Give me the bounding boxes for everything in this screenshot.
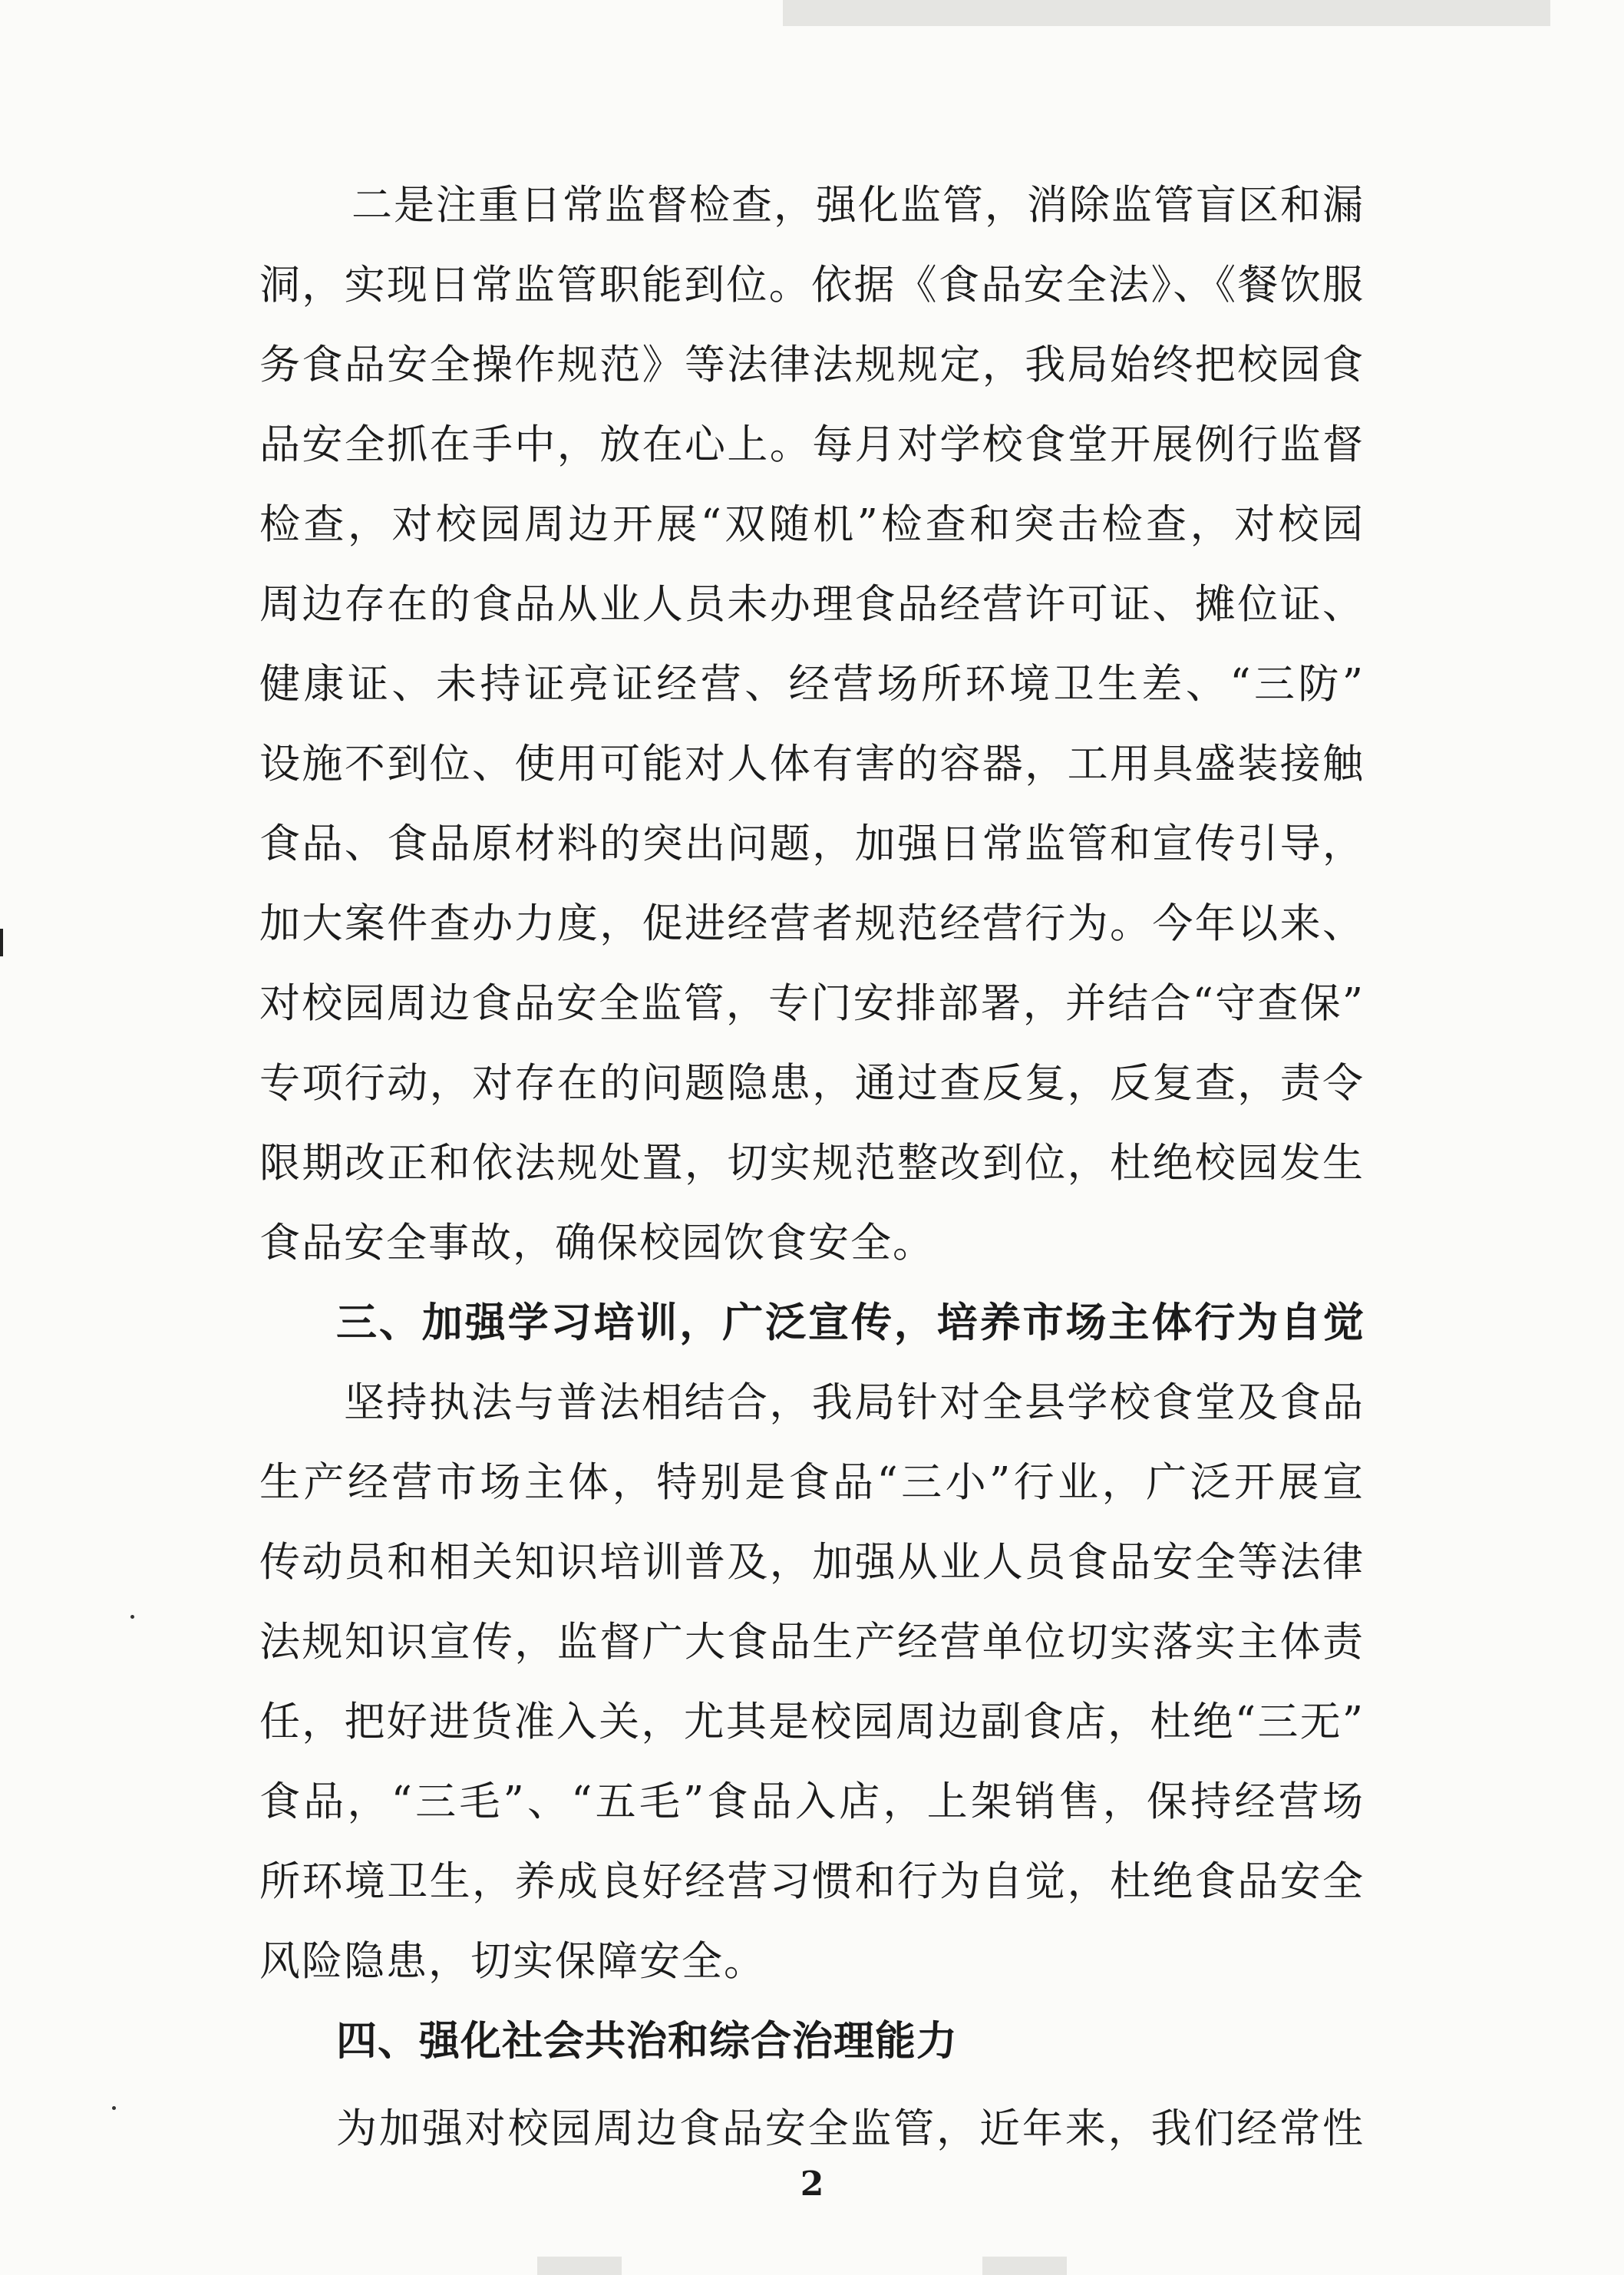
paragraph-line: 限期改正和依法规处置，切实规范整改到位，杜绝校园发生 (259, 1140, 1365, 1187)
paragraph-line: 加大案件查办力度，促进经营者规范经营行为。今年以来、 (259, 900, 1365, 947)
page-number: 2 (800, 2164, 824, 2204)
paragraph-line: 为加强对校园周边食品安全监管，近年来，我们经常性 (336, 2105, 1365, 2152)
paragraph-line: 务食品安全操作规范》等法律法规规定，我局始终把校园食 (259, 342, 1365, 388)
paragraph-line: 食品，“三毛”、“五毛”食品入店，上架销售，保持经营场 (259, 1778, 1365, 1825)
paragraph-line: 法规知识宣传，监督广大食品生产经营单位切实落实主体责 (259, 1619, 1365, 1666)
paragraph-line: 坚持执法与普法相结合，我局针对全县学校食堂及食品 (344, 1379, 1365, 1426)
paragraph-line: 洞，实现日常监管职能到位。依据《食品安全法》、《餐饮服 (259, 262, 1365, 309)
paragraph-line: 所环境卫生，养成良好经营习惯和行为自觉，杜绝食品安全 (259, 1858, 1365, 1905)
scan-smudge-bottom-right (982, 2257, 1067, 2275)
paragraph-line: 对校园周边食品安全监管，专门安排部署，并结合“守查保” (259, 980, 1365, 1027)
scan-smudge-bottom-left (537, 2257, 622, 2275)
paragraph-line: 生产经营市场主体，特别是食品“三小”行业，广泛开展宣 (259, 1459, 1365, 1506)
paragraph-line: 健康证、未持证亮证经营、经营场所环境卫生差、“三防” (259, 661, 1365, 708)
section-heading: 四、强化社会共治和综合治理能力 (336, 2018, 958, 2065)
paragraph-line: 传动员和相关知识培训普及，加强从业人员食品安全等法律 (259, 1539, 1365, 1586)
paragraph-line: 食品、食品原材料的突出问题，加强日常监管和宣传引导， (259, 821, 1365, 867)
paragraph-line: 食品安全事故，确保校园饮食安全。 (259, 1220, 935, 1266)
paragraph-line: 风险隐患，切实保障安全。 (259, 1938, 766, 1985)
scan-speck (112, 2106, 116, 2110)
scan-smudge-top (783, 0, 1550, 26)
scan-speck (130, 1615, 134, 1619)
paragraph-line: 周边存在的食品从业人员未办理食品经营许可证、摊位证、 (259, 581, 1365, 628)
paragraph-line: 检查，对校园周边开展“双随机”检查和突击检查，对校园 (259, 501, 1365, 548)
left-edge-mark (0, 929, 3, 956)
paragraph-line: 专项行动，对存在的问题隐患，通过查反复，反复查，责令 (259, 1060, 1365, 1107)
paragraph-line: 二是注重日常监督检查，强化监管，消除监管盲区和漏 (352, 182, 1365, 229)
section-heading: 三、加强学习培训，广泛宣传，培养市场主体行为自觉 (336, 1299, 1365, 1346)
paragraph-line: 品安全抓在手中，放在心上。每月对学校食堂开展例行监督 (259, 421, 1365, 468)
paragraph-line: 设施不到位、使用可能对人体有害的容器，工用具盛装接触 (259, 741, 1365, 788)
paragraph-line: 任，把好进货准入关，尤其是校园周边副食店，杜绝“三无” (259, 1699, 1365, 1745)
